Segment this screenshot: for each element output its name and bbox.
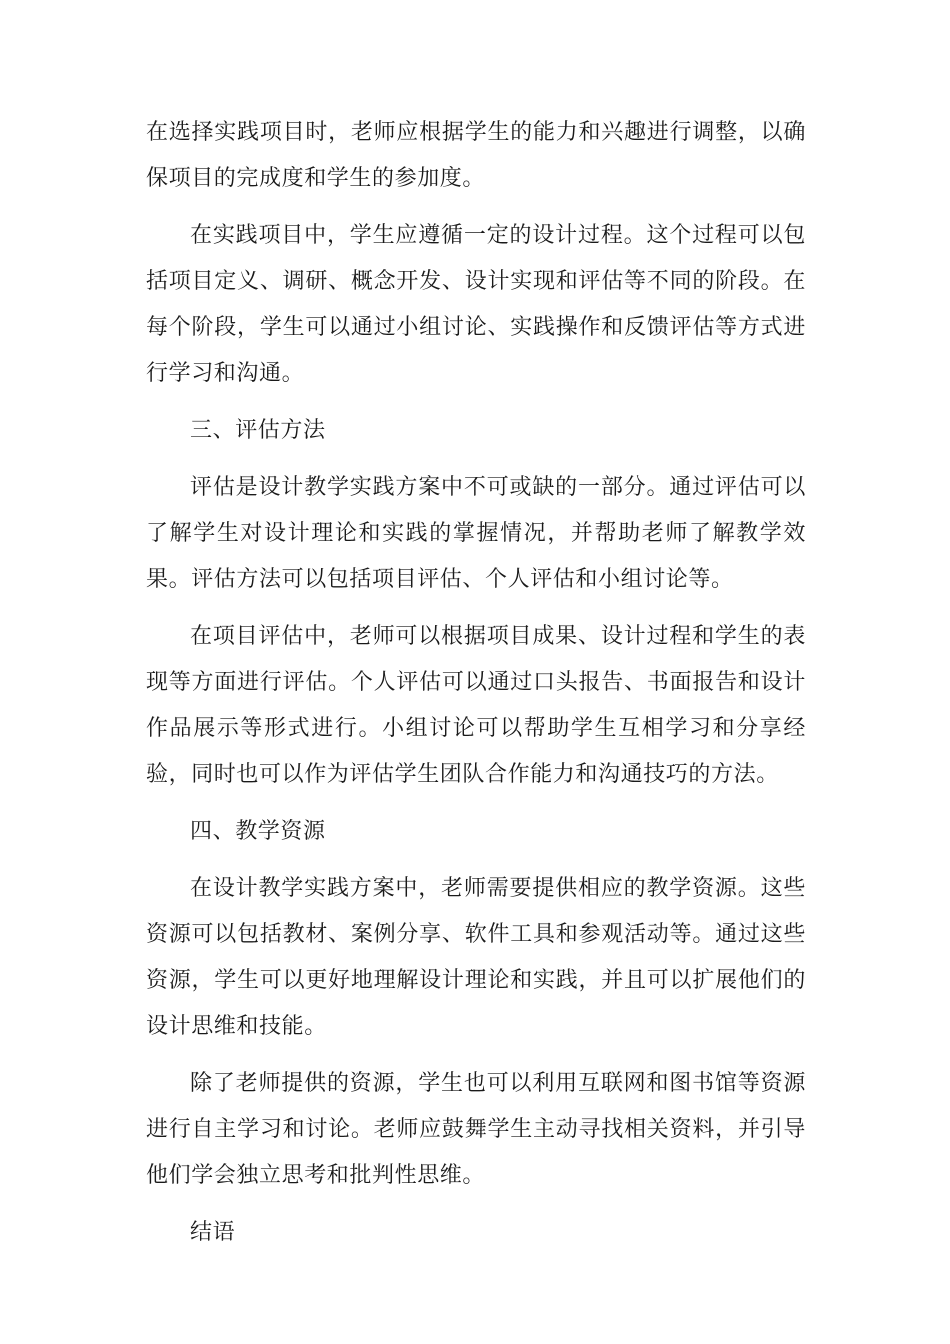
paragraph-resources-self-study: 除了老师提供的资源，学生也可以利用互联网和图书馆等资源进行自主学习和讨论。老师应鼓舞学生主动寻找相关资料，并引导他们学会独立思考和批判性思维。 <box>146 1071 806 1188</box>
section-heading-evaluation: 三、评估方法 <box>190 418 326 443</box>
section-heading-resources: 四、教学资源 <box>190 819 326 844</box>
paragraph-design-process: 在实践项目中，学生应遵循一定的设计过程。这个过程可以包括项目定义、调研、概念开发、设计实现和评估等不同的阶段。在每个阶段，学生可以通过小组讨论、实践操作和反馈评估等方式进行学习和沟通。 <box>146 223 806 386</box>
document-body <box>146 110 806 1267</box>
paragraph-evaluation-intro: 评估是设计教学实践方案中不可或缺的一部分。通过评估可以了解学生对设计理论和实践的掌握情况，并帮助老师了解教学效果。评估方法可以包括项目评估、个人评估和小组讨论等。 <box>146 475 806 592</box>
paragraph-project-selection: 在选择实践项目时，老师应根据学生的能力和兴趣进行调整，以确保项目的完成度和学生的参加度。 <box>146 120 806 191</box>
paragraph-evaluation-detail: 在项目评估中，老师可以根据项目成果、设计过程和学生的表现等方面进行评估。个人评估可以通过口头报告、书面报告和设计作品展示等形式进行。小组讨论可以帮助学生互相学习和分享经验，同时也可以作为评估学生团队合作能力和沟通技巧的方法。 <box>146 624 806 787</box>
section-heading-conclusion: 结语 <box>190 1220 236 1245</box>
paragraph-resources-intro: 在设计教学实践方案中，老师需要提供相应的教学资源。这些资源可以包括教材、案例分享、软件工具和参观活动等。通过这些资源，学生可以更好地理解设计理论和实践，并且可以扩展他们的设计思维和技能。 <box>146 876 806 1039</box>
